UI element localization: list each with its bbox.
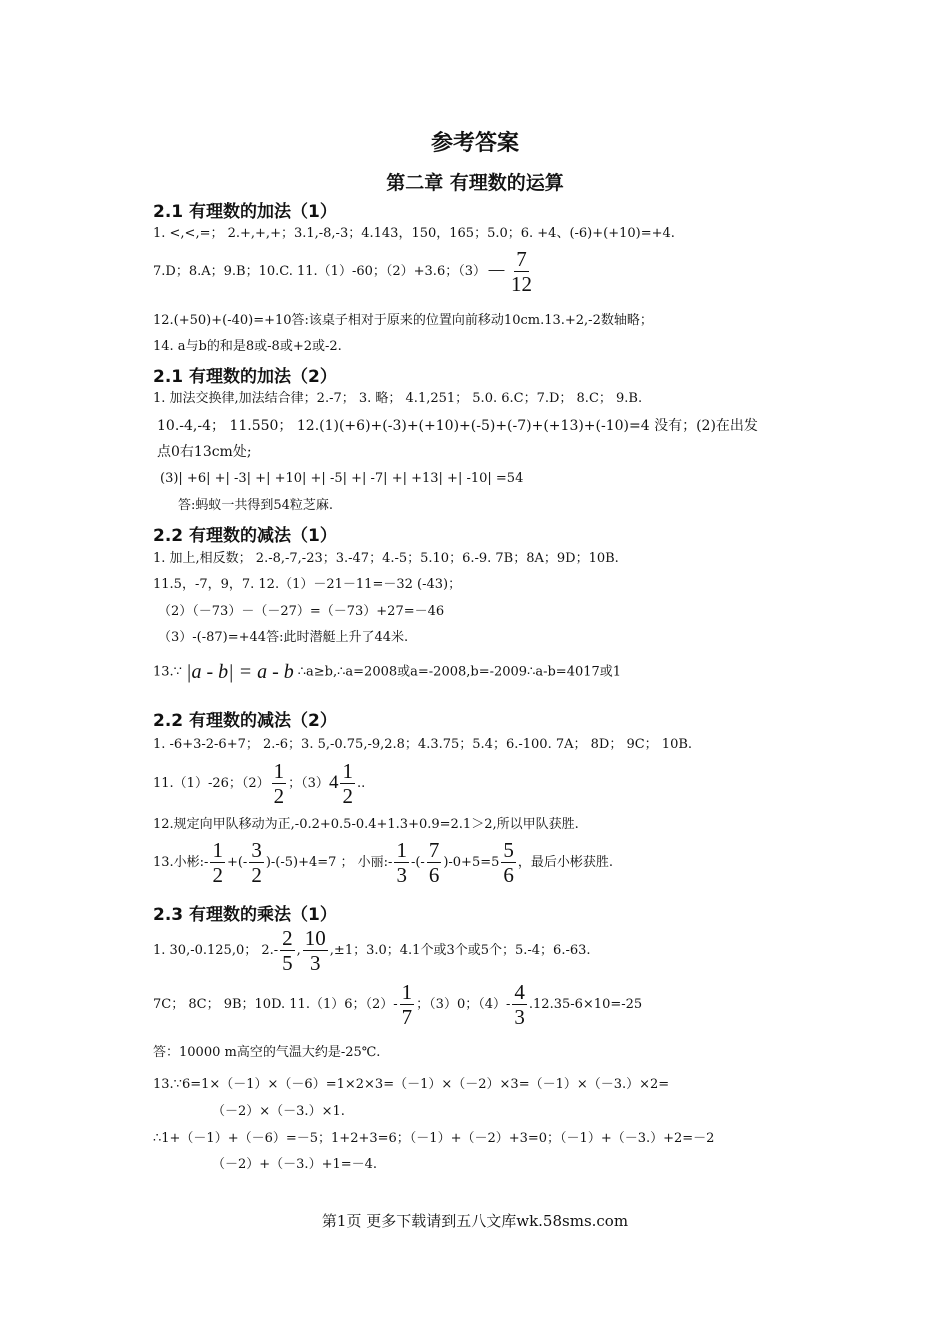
fraction xyxy=(280,927,295,974)
fraction-denominator: 2 xyxy=(342,784,353,809)
fraction-numerator: 7 xyxy=(428,838,440,862)
answer-text: 7C； 8C； 9B；10D. 11.（1）6；（2）- xyxy=(153,997,398,1013)
fraction-denominator: 12 xyxy=(511,272,532,297)
fraction xyxy=(303,927,328,974)
section-heading-2-2-b: 2.2 有理数的减法（2） xyxy=(153,711,337,731)
fraction-denominator: 3 xyxy=(396,863,407,888)
fraction-denominator: 2 xyxy=(273,784,285,809)
answer-line: （－2）+（－3.）+1=－4. xyxy=(212,1157,378,1172)
answer-text: ,±1；3.0；4.1个或3个或5个；5.-4；6.-63. xyxy=(329,943,591,959)
answer-line: 12.(+50)+(-40)=+10答:该桌子相对于原来的位置向前移动10cm.13.+2,-2数轴略； xyxy=(153,313,653,328)
answer-line: 13.∵6=1×（－1）×（－6）=1×2×3=（－1）×（－2）×3=（－1）×（－3.）×2= xyxy=(153,1077,670,1092)
fraction-numerator: 10 xyxy=(304,926,326,950)
answer-line xyxy=(153,660,621,684)
minus-sign: － xyxy=(486,258,507,283)
answer-line: 11.5，-7，9，7. 12.（1）－21－11=－32 (-43)； xyxy=(153,577,462,592)
fraction-denominator: 6 xyxy=(503,863,514,888)
absolute-value-expression: |a - b| = a - b xyxy=(185,661,294,683)
answer-line: 1. 加法交换律,加法结合律；2.-7； 3. 略； 4.1,251； 5.0. 6.C；7.D； 8.C； 9.B. xyxy=(153,391,643,406)
mixed-number-whole: 4 xyxy=(328,772,339,794)
answer-line: 10.-4,-4； 11.550； 12.(1)(+6)+(-3)+(+10)+(-5)+(-7)+(+13)+(-10)=4 没有；(2)在出发 xyxy=(157,418,758,434)
answer-line: 1. -6+3-2-6+7； 2.-6；3. 5,-0.75,-9,2.8；4.3.75；5.4；6.-100. 7A； 8D； 9C； 10B. xyxy=(153,737,693,752)
answer-text: ，最后小彬获胜. xyxy=(517,855,614,871)
answer-line xyxy=(153,760,365,807)
section-heading-2-1-a: 2.1 有理数的加法（1） xyxy=(153,202,337,222)
fraction-numerator: 3 xyxy=(251,838,262,862)
fraction-numerator: 1 xyxy=(212,838,223,862)
fraction-numerator: 1 xyxy=(273,759,285,783)
answer-text: , xyxy=(296,943,301,959)
chapter-title: 第二章 有理数的运算 xyxy=(386,172,564,194)
answer-text: ∴a≥b,∴a=2008或a=-2008,b=-2009∴a-b=4017或1 xyxy=(297,664,622,680)
answer-text: )-0+5=5 xyxy=(443,855,500,871)
fraction-numerator: 2 xyxy=(282,926,293,950)
fraction-denominator: 7 xyxy=(401,1005,413,1030)
section-heading-2-3-a: 2.3 有理数的乘法（1） xyxy=(153,905,337,925)
fraction-denominator: 3 xyxy=(514,1005,525,1030)
answer-text: 11.（1）-26；（2） xyxy=(153,776,270,792)
fraction xyxy=(249,839,264,886)
answer-text: 7.D；8.A；9.B；10.C. 11.（1）-60；（2）+3.6；（3） xyxy=(153,264,486,280)
answer-line: 1. 加上,相反数； 2.-8,-7,-23；3.-47；4.-5；5.10；6.-9. 7B；8A；9D；10B. xyxy=(153,551,619,566)
fraction xyxy=(512,981,527,1028)
answer-text: .12.35-6×10=-25 xyxy=(528,997,643,1013)
answer-line: ∴1+（－1）+（－6）=－5；1+2+3=6；（－1）+（－2）+3=0；（－1）+（－3.）+2=－2 xyxy=(153,1131,715,1146)
answer-text: ；（3） xyxy=(288,776,329,792)
fraction-denominator: 3 xyxy=(310,951,321,976)
answer-line: （2）（－73）－（－27）=（－73）+27=－46 xyxy=(158,604,445,619)
fraction xyxy=(272,760,287,807)
fraction xyxy=(210,839,225,886)
answer-line: （－2）×（－3.）×1. xyxy=(212,1104,345,1119)
page-title: 参考答案 xyxy=(430,131,519,156)
answer-line: （3）-(-87)=+44答:此时潜艇上升了44米. xyxy=(158,630,409,645)
fraction-denominator: 5 xyxy=(282,951,293,976)
answer-text: 1. 30,-0.125,0； 2.- xyxy=(153,943,279,959)
answer-line xyxy=(153,927,591,974)
answer-text: -(- xyxy=(410,855,425,871)
answer-line: 答:蚂蚁一共得到54粒芝麻. xyxy=(178,498,334,513)
fraction-numerator: 1 xyxy=(342,759,353,783)
fraction-denominator: 6 xyxy=(428,863,440,888)
fraction-numerator: 7 xyxy=(516,247,527,271)
answer-line xyxy=(153,981,642,1028)
fraction-numerator: 5 xyxy=(503,838,514,862)
answer-line: 12.规定向甲队移动为正,-0.2+0.5-0.4+1.3+0.9=2.1＞2,所以甲队获胜. xyxy=(153,817,579,832)
fraction xyxy=(394,839,409,886)
answer-line: 答：10000 m高空的气温大约是-25℃. xyxy=(153,1045,381,1060)
answer-text: .. xyxy=(356,776,366,792)
answer-line xyxy=(153,839,613,886)
page-footer: 第1页 更多下载请到五八文库wk.58sms.com xyxy=(321,1212,629,1230)
answer-text: 13.∵ xyxy=(153,664,182,680)
fraction-denominator: 2 xyxy=(212,863,223,888)
answer-line: 14. a与b的和是8或-8或+2或-2. xyxy=(153,339,342,354)
answer-text: )-(-5)+4=7 ； 小丽:- xyxy=(265,855,393,871)
answer-text: +(- xyxy=(226,855,248,871)
section-heading-2-1-b: 2.1 有理数的加法（2） xyxy=(153,367,337,387)
answer-line: 1. <,<,=； 2.+,+,+；3.1,-8,-3；4.143，150，165；5.0；6. +4、(-6)+(+10)=+4. xyxy=(153,226,675,241)
answer-text: ；（3）0；（4）- xyxy=(416,997,511,1013)
fraction-numerator: 1 xyxy=(401,980,413,1004)
answer-text: 13.小彬:- xyxy=(153,855,209,871)
fraction xyxy=(427,839,442,886)
fraction xyxy=(509,248,534,295)
section-heading-2-2-a: 2.2 有理数的减法（1） xyxy=(153,526,337,546)
answer-line xyxy=(153,248,536,295)
fraction-denominator: 2 xyxy=(251,863,262,888)
answer-line: (3)| +6| +| -3| +| +10| +| -5| +| -7| +| +13| +| -10| =54 xyxy=(160,471,524,486)
fraction-numerator: 4 xyxy=(514,980,525,1004)
fraction xyxy=(501,839,516,886)
fraction-numerator: 1 xyxy=(396,838,407,862)
answer-line: 点0右13cm处; xyxy=(157,444,252,460)
fraction xyxy=(400,981,415,1028)
fraction xyxy=(340,760,355,807)
